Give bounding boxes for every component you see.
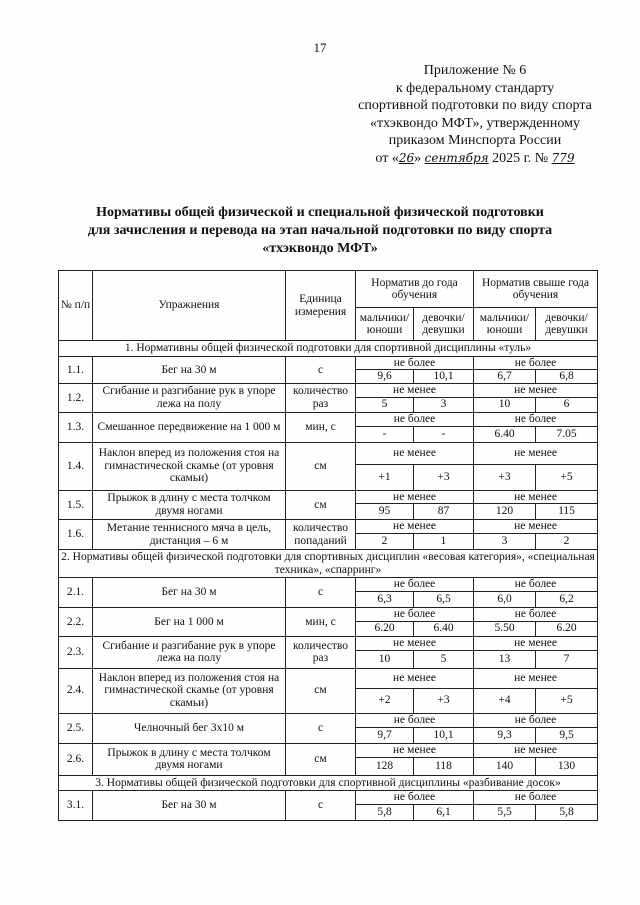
value-cell: 13 <box>474 650 536 668</box>
appendix-line: «тхэквондо МФТ», утвержденному <box>370 115 580 131</box>
section-row <box>59 550 598 578</box>
value-cell: 6,7 <box>474 370 536 384</box>
condition: не более <box>474 608 598 622</box>
condition: не более <box>474 713 598 727</box>
row-number: 2.4. <box>59 668 93 713</box>
value-cell: 3 <box>414 397 474 412</box>
header-boys: мальчики/ юноши <box>474 308 536 341</box>
table-row <box>59 608 598 622</box>
header-after: Норматив свыше года обучения <box>474 271 598 308</box>
value-cell: 140 <box>474 757 536 775</box>
exercise-name: Прыжок в длину с места толчком двумя ногами <box>93 490 286 520</box>
row-number: 1.1. <box>59 356 93 384</box>
table-row <box>59 412 598 426</box>
value-cell: 5,8 <box>536 805 598 821</box>
condition: не менее <box>356 520 474 534</box>
condition: не более <box>356 356 474 370</box>
value-cell: +3 <box>474 464 536 490</box>
title-line: «тхэквондо МФТ» <box>262 241 378 256</box>
appendix-date: от «26» сентября 2025 г. № 779 <box>375 150 575 166</box>
section-title: 3. Нормативы общей физической подготовки для спортивной дисциплины «разбивание досок» <box>59 775 598 791</box>
condition: не менее <box>356 636 474 650</box>
value-cell: 115 <box>536 504 598 520</box>
value-cell: +2 <box>356 688 414 713</box>
value-cell: 5,5 <box>474 805 536 821</box>
condition: не более <box>474 412 598 426</box>
value-cell: +4 <box>474 688 536 713</box>
row-number: 2.3. <box>59 636 93 668</box>
condition: не менее <box>474 668 598 688</box>
value-cell: 9,7 <box>356 727 414 743</box>
value-cell: - <box>414 426 474 442</box>
row-number: 3.1. <box>59 791 93 821</box>
unit: мин, с <box>286 412 356 442</box>
value-cell: 7.05 <box>536 426 598 442</box>
value-cell: 6,3 <box>356 592 414 608</box>
condition: не менее <box>356 490 474 504</box>
header-unit: Единица измерения <box>286 271 356 341</box>
value-cell: 9,3 <box>474 727 536 743</box>
value-cell: 5 <box>414 650 474 668</box>
row-number: 1.2. <box>59 384 93 413</box>
header-girls: девочки/ девушки <box>414 308 474 341</box>
section-title: 1. Нормативны общей физической подготовки для спортивной дисциплины «туль» <box>59 341 598 357</box>
exercise-name: Сгибание и разгибание рук в упоре лежа на полу <box>93 636 286 668</box>
handwritten-number: 779 <box>551 150 575 165</box>
condition: не более <box>356 713 474 727</box>
exercise-name: Бег на 30 м <box>93 356 286 384</box>
value-cell: 6,2 <box>536 592 598 608</box>
appendix-line: Приложение № 6 <box>423 63 527 78</box>
table-row <box>59 384 598 398</box>
value-cell: 130 <box>536 757 598 775</box>
table-row <box>59 442 598 464</box>
header-exercise: Упражнения <box>93 271 286 341</box>
condition: не более <box>356 791 474 805</box>
value-cell: 9,6 <box>356 370 414 384</box>
value-cell: +5 <box>536 688 598 713</box>
value-cell: 6,1 <box>414 805 474 821</box>
table-row <box>59 490 598 504</box>
appendix-line: спортивной подготовки по виду спорта <box>358 98 592 113</box>
exercise-name: Сгибание и разгибание рук в упоре лежа на полу <box>93 384 286 413</box>
exercise-name: Наклон вперед из положения стоя на гимнастической скамье (от уровня скамьи) <box>93 668 286 713</box>
condition: не менее <box>356 668 474 688</box>
exercise-name: Метание теннисного мяча в цель, дистанция – 6 м <box>93 520 286 550</box>
value-cell: 95 <box>356 504 414 520</box>
condition: не более <box>474 791 598 805</box>
condition: не менее <box>356 384 474 398</box>
exercise-name: Бег на 30 м <box>93 791 286 821</box>
document-title <box>40 204 600 258</box>
value-cell: 6.20 <box>356 621 414 636</box>
condition: не более <box>356 608 474 622</box>
value-cell: 2 <box>536 534 598 550</box>
appendix-line: приказом Минспорта России <box>388 133 562 148</box>
exercise-name: Бег на 30 м <box>93 578 286 608</box>
standards-table <box>58 270 598 821</box>
title-line: Нормативы общей физической и специальной физической подготовки <box>96 205 544 220</box>
value-cell: 118 <box>414 757 474 775</box>
value-cell: 5 <box>356 397 414 412</box>
appendix-block <box>330 62 620 167</box>
condition: не менее <box>474 743 598 757</box>
value-cell: 1 <box>414 534 474 550</box>
value-cell: 5,8 <box>356 805 414 821</box>
value-cell: +3 <box>414 464 474 490</box>
value-cell: 6,8 <box>536 370 598 384</box>
condition: не более <box>356 412 474 426</box>
row-number: 1.3. <box>59 412 93 442</box>
row-number: 1.6. <box>59 520 93 550</box>
value-cell: 6,0 <box>474 592 536 608</box>
row-number: 2.2. <box>59 608 93 637</box>
value-cell: 10,1 <box>414 727 474 743</box>
row-number: 1.4. <box>59 442 93 490</box>
condition: не менее <box>474 490 598 504</box>
date-year: 2025 г. № <box>492 150 549 166</box>
value-cell: 6 <box>536 397 598 412</box>
condition: не более <box>356 578 474 592</box>
value-cell: 6.40 <box>474 426 536 442</box>
unit: мин, с <box>286 608 356 637</box>
header-girls: девочки/ девушки <box>536 308 598 341</box>
exercise-name: Челночный бег 3х10 м <box>93 713 286 743</box>
unit: с <box>286 356 356 384</box>
value-cell: 7 <box>536 650 598 668</box>
table-row <box>59 668 598 688</box>
exercise-name: Прыжок в длину с места толчком двумя ногами <box>93 743 286 775</box>
value-cell: 2 <box>356 534 414 550</box>
row-number: 2.1. <box>59 578 93 608</box>
unit: см <box>286 743 356 775</box>
unit: количество раз <box>286 384 356 413</box>
table-row <box>59 791 598 805</box>
header-boys: мальчики/ юноши <box>356 308 414 341</box>
condition: не менее <box>474 442 598 464</box>
page-number: 17 <box>313 40 327 55</box>
row-number: 2.5. <box>59 713 93 743</box>
value-cell: 6.20 <box>536 621 598 636</box>
unit: количество раз <box>286 636 356 668</box>
condition: не менее <box>474 384 598 398</box>
value-cell: 10 <box>356 650 414 668</box>
value-cell: 10,1 <box>414 370 474 384</box>
table-row <box>59 636 598 650</box>
appendix-line: к федеральному стандарту <box>395 80 555 96</box>
value-cell: +5 <box>536 464 598 490</box>
row-number: 2.6. <box>59 743 93 775</box>
title-line: для зачисления и перевода на этап начальной подготовки по виду спорта <box>87 223 553 238</box>
condition: не менее <box>474 636 598 650</box>
table-row <box>59 356 598 370</box>
unit: с <box>286 713 356 743</box>
value-cell: 3 <box>474 534 536 550</box>
unit: см <box>286 668 356 713</box>
condition: не менее <box>356 442 474 464</box>
condition: не более <box>474 356 598 370</box>
value-cell: - <box>356 426 414 442</box>
row-number: 1.5. <box>59 490 93 520</box>
value-cell: 10 <box>474 397 536 412</box>
table-row <box>59 713 598 727</box>
unit: с <box>286 578 356 608</box>
value-cell: 6.40 <box>414 621 474 636</box>
unit: см <box>286 490 356 520</box>
exercise-name: Наклон вперед из положения стоя на гимнастической скамье (от уровня скамьи) <box>93 442 286 490</box>
value-cell: 120 <box>474 504 536 520</box>
value-cell: 9,5 <box>536 727 598 743</box>
date-prefix: от « <box>375 150 399 166</box>
table-row <box>59 520 598 534</box>
value-cell: +3 <box>414 688 474 713</box>
table-row <box>59 578 598 592</box>
header-num: № п/п <box>59 271 93 341</box>
handwritten-month: сентября <box>424 150 489 165</box>
header-before: Норматив до года обучения <box>356 271 474 308</box>
section-row <box>59 341 598 357</box>
unit: количество попаданий <box>286 520 356 550</box>
unit: см <box>286 442 356 490</box>
section-title: 2. Нормативы общей физической подготовки для спортивных дисциплин «весовая категория», «специальная техника», «спарринг» <box>59 550 598 578</box>
value-cell: 87 <box>414 504 474 520</box>
section-row <box>59 775 598 791</box>
handwritten-day: 26 <box>398 150 415 165</box>
value-cell: 6,5 <box>414 592 474 608</box>
table-row <box>59 743 598 757</box>
value-cell: +1 <box>356 464 414 490</box>
condition: не более <box>474 578 598 592</box>
condition: не менее <box>356 743 474 757</box>
value-cell: 5.50 <box>474 621 536 636</box>
exercise-name: Смешанное передвижение на 1 000 м <box>93 412 286 442</box>
condition: не менее <box>474 520 598 534</box>
unit: с <box>286 791 356 821</box>
value-cell: 128 <box>356 757 414 775</box>
exercise-name: Бег на 1 000 м <box>93 608 286 637</box>
